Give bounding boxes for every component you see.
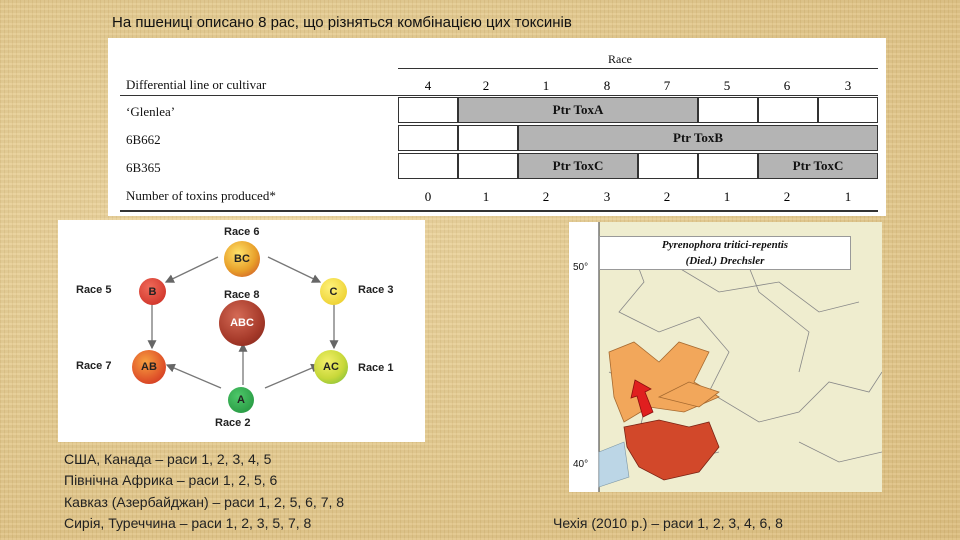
toxin-count: 3 — [603, 189, 611, 204]
race-number: 4 — [424, 78, 432, 93]
toxin-count: 2 — [663, 189, 671, 204]
race-number: 3 — [844, 78, 852, 93]
empty-cell — [698, 153, 758, 179]
text-caucasus: Кавказ (Азербайджан) – раси 1, 2, 5, 6, 7, 8 — [64, 494, 345, 510]
label-race-7: Race 7 — [76, 360, 112, 372]
node-c: C — [320, 278, 347, 305]
row-label-6b662: 6B662 — [126, 132, 161, 147]
toxin-count: 1 — [482, 189, 490, 204]
label-race-5: Race 5 — [76, 284, 112, 296]
empty-cell — [398, 153, 458, 179]
toxc-bar: Ptr ToxC — [758, 153, 878, 179]
toxin-count: 2 — [542, 189, 550, 204]
node-b: B — [139, 278, 166, 305]
empty-cell — [698, 97, 758, 123]
row-label-glenlea: ‘Glenlea’ — [126, 104, 176, 119]
node-a: A — [228, 387, 254, 413]
toxa-bar: Ptr ToxA — [458, 97, 698, 123]
row-label-6b365: 6B365 — [126, 160, 161, 175]
race-number: 1 — [542, 78, 550, 93]
toxin-count: 0 — [424, 189, 432, 204]
empty-cell — [458, 153, 518, 179]
row-header: Differential line or cultivar — [126, 77, 267, 92]
race-rule — [398, 68, 878, 69]
race-number: 5 — [723, 78, 731, 93]
node-abc: ABC — [219, 300, 265, 346]
node-ab: AB — [132, 350, 166, 384]
text-usa-canada: США, Канада – раси 1, 2, 3, 4, 5 — [64, 451, 272, 467]
race-number: 2 — [482, 78, 490, 93]
text-syria-turkey: Сирія, Туреччина – раси 1, 2, 3, 5, 7, 8 — [64, 515, 312, 531]
toxin-count: 2 — [783, 189, 791, 204]
text-north-africa: Північна Африка – раси 1, 2, 5, 6 — [64, 472, 278, 488]
map-title — [599, 236, 851, 270]
node-bc: BC — [224, 241, 260, 277]
empty-cell — [458, 125, 518, 151]
map-title-species: Pyrenophora tritici-repentis — [661, 239, 789, 251]
node-ac: AC — [314, 350, 348, 384]
slide-title: На пшениці описано 8 рас, що різняться комбінацією цих токсинів — [112, 14, 572, 31]
empty-cell — [638, 153, 698, 179]
empty-cell — [398, 125, 458, 151]
toxin-count: 1 — [844, 189, 852, 204]
header-rule — [120, 95, 878, 96]
empty-cell — [818, 97, 878, 123]
race-diagram — [58, 220, 425, 442]
race-number: 6 — [783, 78, 791, 93]
toxc-bar: Ptr ToxC — [518, 153, 638, 179]
map-title-author: (Died.) Drechsler — [685, 255, 765, 267]
race-number: 7 — [663, 78, 671, 93]
race-toxin-table — [108, 38, 886, 216]
label-race-6: Race 6 — [224, 226, 260, 238]
empty-cell — [758, 97, 818, 123]
label-race-8: Race 8 — [224, 289, 260, 301]
distribution-map — [569, 222, 882, 492]
race-number: 8 — [603, 78, 611, 93]
empty-cell — [398, 97, 458, 123]
bottom-rule — [120, 210, 878, 212]
text-czech: Чехія (2010 р.) – раси 1, 2, 3, 4, 6, 8 — [553, 515, 783, 531]
latitude-40: 40° — [573, 459, 589, 470]
label-race-1: Race 1 — [358, 362, 394, 374]
toxin-count: 1 — [723, 189, 731, 204]
label-race-3: Race 3 — [358, 284, 394, 296]
race-header: Race — [608, 52, 632, 66]
toxb-bar: Ptr ToxB — [518, 125, 878, 151]
latitude-50: 50° — [573, 262, 589, 273]
label-race-2: Race 2 — [215, 417, 251, 429]
row-label-toxin-count: Number of toxins produced* — [126, 188, 276, 203]
